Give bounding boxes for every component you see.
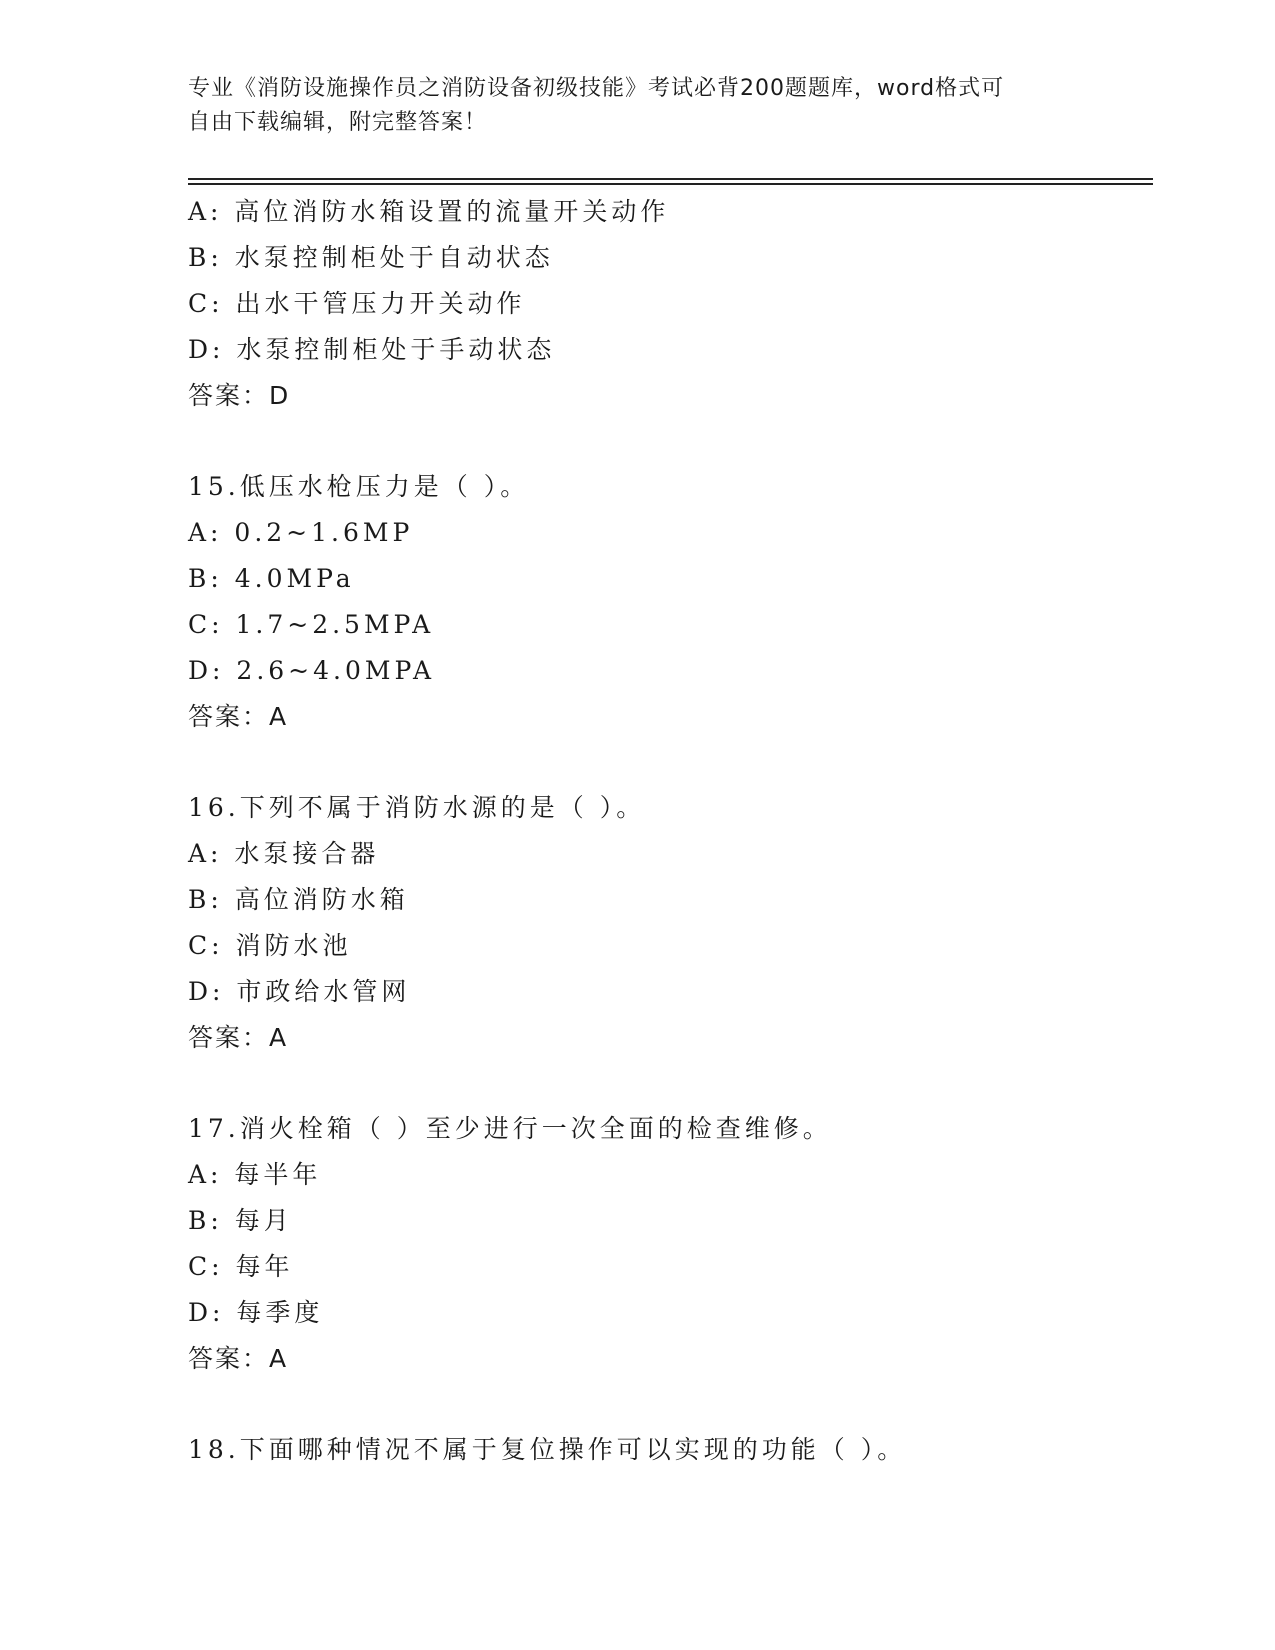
option-c: C: 出水干管压力开关动作 (188, 289, 526, 318)
option-d: D: 水泵控制柜处于手动状态 (188, 335, 556, 364)
option-b: B: 高位消防水箱 (188, 885, 409, 914)
option-a: A: 高位消防水箱设置的流量开关动作 (188, 197, 670, 226)
header-line-2: 自由下载编辑，附完整答案！ (188, 110, 488, 135)
option-b: B: 水泵控制柜处于自动状态 (188, 243, 554, 272)
question-text: 15.低压水枪压力是（ ）。 (188, 472, 530, 501)
answer-line: 答案：A (188, 702, 289, 731)
answer-line: 答案：D (188, 381, 291, 410)
option-d: D: 2.6~4.0MPA (188, 656, 436, 685)
header-line-1: 专业《消防设施操作员之消防设备初级技能》考试必背200题题库，word格式可 (188, 76, 1005, 101)
spacer (188, 1382, 1148, 1427)
option-d: D: 每季度 (188, 1298, 324, 1327)
question-block-17 (188, 1106, 1148, 1382)
answer-line: 答案：A (188, 1344, 289, 1373)
option-a: A: 每半年 (188, 1160, 322, 1189)
option-c: C: 每年 (188, 1252, 294, 1281)
question-list (188, 189, 1148, 1473)
question-text: 18.下面哪种情况不属于复位操作可以实现的功能（ ）。 (188, 1435, 907, 1464)
question-block-15 (188, 464, 1148, 740)
option-a: A: 0.2~1.6MP (188, 518, 414, 547)
option-c: C: 1.7~2.5MPA (188, 610, 435, 639)
option-b: B: 每月 (188, 1206, 293, 1235)
option-d: D: 市政给水管网 (188, 977, 411, 1006)
question-block-16 (188, 785, 1148, 1061)
question-block-14 (188, 189, 1148, 419)
header-divider-bottom (188, 183, 1153, 185)
spacer (188, 740, 1148, 785)
question-text: 17.消火栓箱（ ）至少进行一次全面的检查维修。 (188, 1114, 832, 1143)
option-a: A: 水泵接合器 (188, 839, 380, 868)
question-block-18 (188, 1427, 1148, 1473)
question-text: 16.下列不属于消防水源的是（ ）。 (188, 793, 646, 822)
option-c: C: 消防水池 (188, 931, 352, 960)
option-b: B: 4.0MPa (188, 564, 355, 593)
header-divider-top (188, 178, 1153, 180)
document-header (188, 72, 1088, 140)
spacer (188, 1061, 1148, 1106)
spacer (188, 419, 1148, 464)
answer-line: 答案：A (188, 1023, 289, 1052)
